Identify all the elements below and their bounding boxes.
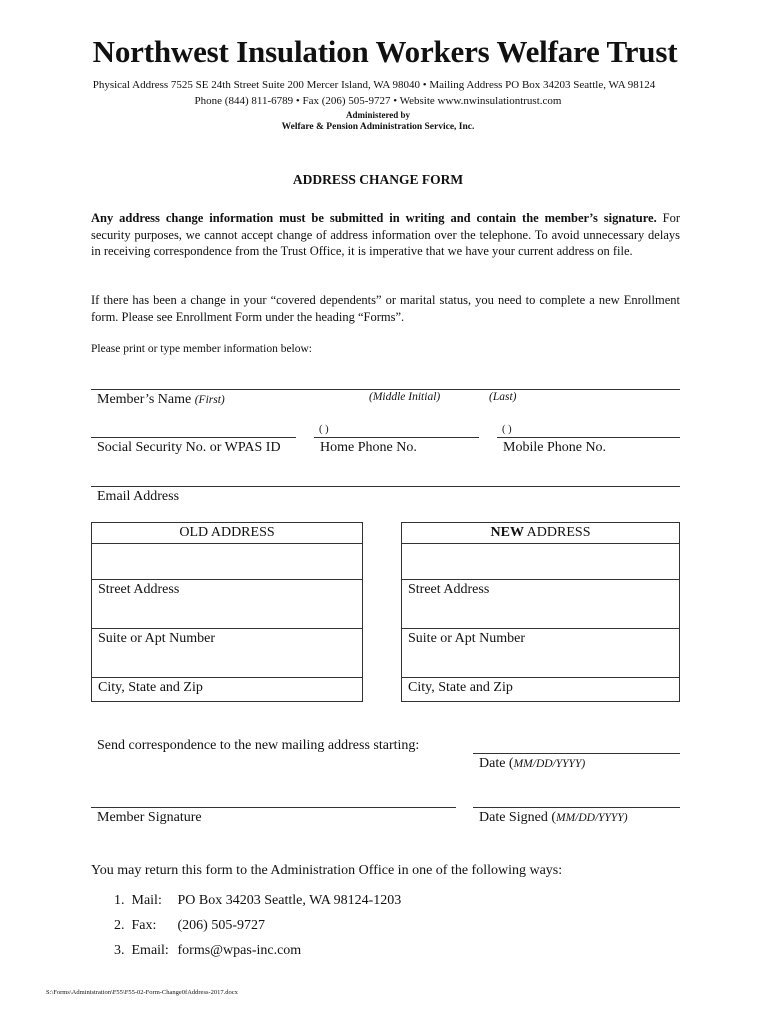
intro-bold-sentence: Any address change information must be submitted in writing and contain the member’s signature. [91, 211, 657, 225]
start-date-line[interactable] [473, 753, 680, 754]
new-suite-label: Suite or Apt Number [408, 631, 526, 646]
administered-by: Administered by [345, 110, 411, 120]
mobile-phone-line[interactable] [497, 437, 680, 438]
intro-text: For security purposes, we cannot accept change of address information over the telephone. To avoid unnecessary delays in receiving correspondence from the Trust Office, it is imperative that we have your current address on file. [91, 211, 681, 258]
ssn-line[interactable] [91, 437, 296, 438]
address-line: Physical Address 7525 SE 24th Street Suite 200 Mercer Island, WA 98040 • Mailing Address PO Box 34203 Seattle, WA 98124 [92, 79, 656, 91]
name-line[interactable] [91, 389, 680, 390]
old-address-heading: OLD ADDRESS [92, 523, 362, 544]
new-address-box [401, 522, 680, 702]
new-city-row [402, 678, 679, 704]
old-city-label: City, State and Zip [98, 680, 203, 695]
send-correspondence-text: Send correspondence to the new mailing address starting: [97, 738, 420, 753]
file-path-footer: S:\Forms\Administration\F55\F55-02-Form-Change0fAddress-2017.docx [46, 989, 238, 996]
start-date-label: Date (MM/DD/YYYY) [479, 756, 586, 771]
list-item: 3. Email: forms@wpas-inc.com [114, 943, 302, 958]
new-street-field[interactable] [402, 544, 679, 580]
new-suite-field[interactable] [402, 580, 679, 629]
new-city-label: City, State and Zip [408, 680, 513, 695]
return-intro: You may return this form to the Administration Office in one of the following ways: [91, 863, 563, 878]
new-street-label: Street Address [408, 582, 490, 597]
trust-title: Northwest Insulation Workers Welfare Trust [92, 34, 678, 69]
form-title: ADDRESS CHANGE FORM [292, 172, 464, 187]
first-label: (First) [194, 394, 225, 406]
mobile-phone-label: Mobile Phone No. [503, 440, 607, 455]
date-signed-label: Date Signed (MM/DD/YYYY) [479, 810, 628, 825]
middle-initial-label: (Middle Initial) [369, 391, 441, 403]
ssn-label: Social Security No. or WPAS ID [97, 440, 281, 455]
new-address-heading: NEW ADDRESS [402, 523, 679, 544]
intro-paragraph [91, 210, 680, 260]
dependents-paragraph: If there has been a change in your “covered dependents” or marital status, you need to complete a new Enrollment form. Please see Enrollment Form under the heading “Forms”. [91, 293, 680, 324]
old-suite-label: Suite or Apt Number [98, 631, 216, 646]
member-signature-label: Member Signature [97, 810, 202, 825]
home-phone-line[interactable] [314, 437, 479, 438]
administrator-name: Welfare & Pension Administration Service, Inc. [281, 122, 475, 132]
last-label: (Last) [489, 391, 517, 403]
list-item: 2. Fax: (206) 505-9727 [114, 918, 265, 933]
old-suite-field[interactable] [92, 580, 362, 629]
mobile-area-code: ( ) [502, 424, 512, 435]
signature-line[interactable] [91, 807, 456, 808]
email-line[interactable] [91, 486, 680, 487]
instruction-text: Please print or type member information below: [91, 343, 312, 355]
home-area-code: ( ) [319, 424, 329, 435]
old-city-field[interactable] [92, 629, 362, 678]
home-phone-label: Home Phone No. [320, 440, 417, 455]
member-name-label: Member’s Name (First) [97, 392, 225, 407]
list-item: 1. Mail: PO Box 34203 Seattle, WA 98124-1203 [114, 893, 402, 908]
email-label: Email Address [97, 489, 180, 504]
old-address-box [91, 522, 363, 702]
old-street-field[interactable] [92, 544, 362, 580]
contact-line: Phone (844) 811-6789 • Fax (206) 505-9727 • Website www.nwinsulationtrust.com [194, 95, 562, 107]
old-street-label: Street Address [98, 582, 180, 597]
date-signed-line[interactable] [473, 807, 680, 808]
new-city-field[interactable] [402, 629, 679, 678]
old-city-row [92, 678, 362, 704]
